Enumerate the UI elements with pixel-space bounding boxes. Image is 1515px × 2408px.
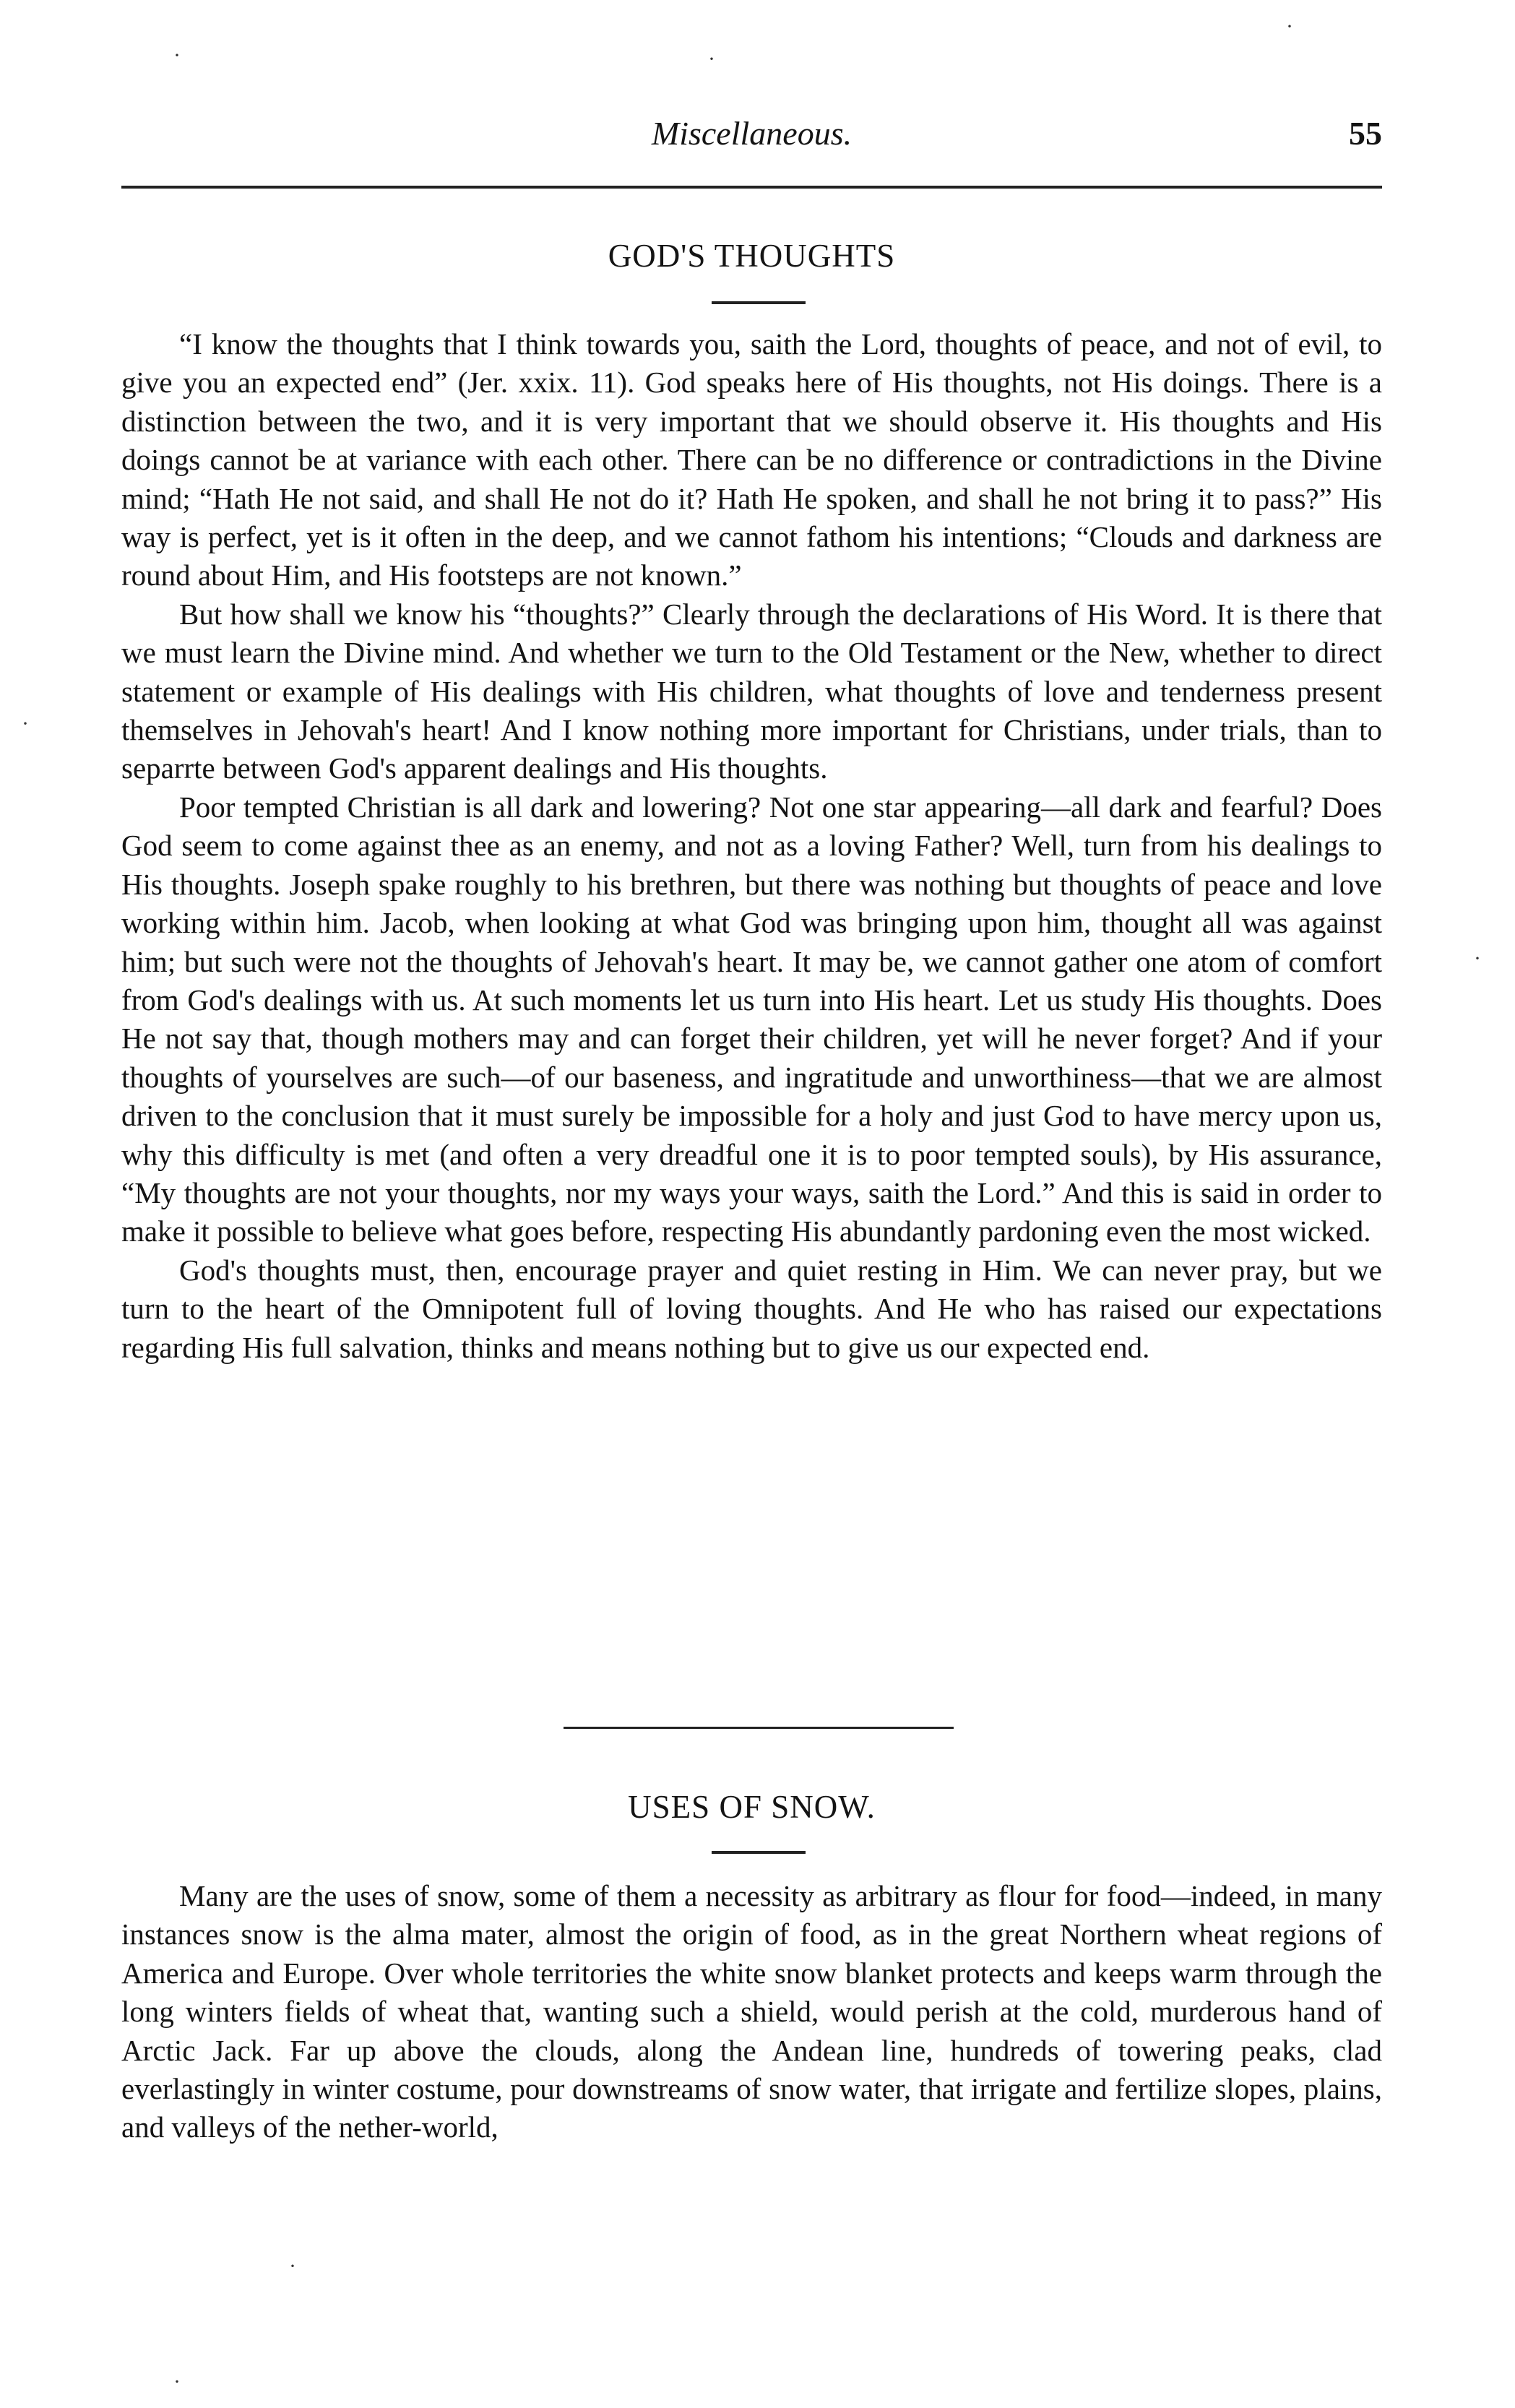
page-header (121, 108, 1382, 159)
title-rule (712, 301, 806, 304)
print-speck: · (1474, 946, 1481, 970)
header-rule (121, 186, 1382, 189)
paragraph: “I know the thoughts that I think towards you, saith the Lord, thoughts of peace, and not of evil, to give you an expected end” (Jer. xxix. 11). God speaks here of His thoughts, not His doings. There is a distinction between the two, and it is very important that we should observe it. His thoughts and His doings cannot be at variance with each other. There can be no difference or contradictions in the Divine mind; “Hath He not said, and shall He not do it? Hath He spoken, and shall he not bring it to pass?” His way is perfect, yet is it often in the deep, and we cannot fathom his intentions; “Clouds and darkness are round about Him, and His footsteps are not known.” (121, 327, 1382, 592)
title-rule (712, 1851, 806, 1854)
paragraph: But how shall we know his “thoughts?” Clearly through the declarations of His Word. It is there that we must learn the Divine mind. And whether we turn to the Old Testament or the New, whether to direct statement or example of His dealings with His children, what thoughts of love and tenderness present themselves in Jehovah's heart! And I know nothing more important for Christians, under trials, than to separrte between God's apparent dealings and His thoughts. (121, 597, 1382, 785)
article-body-uses-of-snow (121, 1877, 1382, 2147)
paragraph: God's thoughts must, then, encourage prayer and quiet resting in Him. We can never pray, but we turn to the heart of the Omnipotent full of loving thoughts. And He who has raised our expectations regarding His full salvation, thinks and means nothing but to give us our expected end. (121, 1253, 1382, 1364)
article-title-uses-of-snow: USES OF SNOW. (628, 1789, 876, 1825)
paragraph: Poor tempted Christian is all dark and lowering? Not one star appearing—all dark and fearful? Does God seem to come against thee as an enemy, and not as a loving Father? Well, turn from his dealings to His thoughts. Joseph spake roughly to his brethren, but there was nothing but thoughts of peace and love working within him. Jacob, when looking at what God was bringing upon him, thought all was against him; but such were not the thoughts of Jehovah's heart. It may be, we cannot gather one atom of comfort from God's dealings with us. At such moments let us turn into His heart. Let us study His thoughts. Does He not say that, though mothers may and can forget their children, yet will he never forget? And if your thoughts of yourselves are such—of our baseness, and ingratitude and unworthiness—that we are almost driven to the conclusion that it must surely be impossible for a holy and just God to have mercy upon us, why this difficulty is met (and often a very dreadful one it is to poor tempted souls), by His assurance, “My thoughts are not your thoughts, nor my ways your ways, saith the Lord.” And this is said in order to make it possible to believe what goes before, respecting His abundantly pardoning even the most wicked. (121, 790, 1382, 1248)
print-speck: · (173, 43, 181, 67)
print-speck: · (708, 47, 715, 71)
running-title: Miscellaneous. (651, 115, 853, 152)
article-title-gods-thoughts: GOD'S THOUGHTS (608, 238, 896, 274)
print-speck: · (289, 2254, 296, 2278)
print-speck: · (173, 2370, 181, 2394)
article-body-gods-thoughts (121, 325, 1382, 1367)
print-speck: · (1286, 14, 1293, 38)
paragraph: Many are the uses of snow, some of them a necessity as arbitrary as flour for food—indeed, in many instances snow is the alma mater, almost the origin of food, as in the great Northern wheat regions of America and Europe. Over whole territories the white snow blanket protects and keeps warm through the long winters fields of wheat that, wanting such a shield, would perish at the cold, murderous hand of Arctic Jack. Far up above the clouds, along the Andean line, hundreds of towering peaks, clad everlastingly in winter costume, pour downstreams of snow water, that irrigate and fertilize slopes, plains, and valleys of the nether-world, (121, 1879, 1382, 2144)
page-number: 55 (1349, 115, 1382, 152)
section-separator (564, 1727, 954, 1729)
print-speck: · (22, 712, 29, 735)
